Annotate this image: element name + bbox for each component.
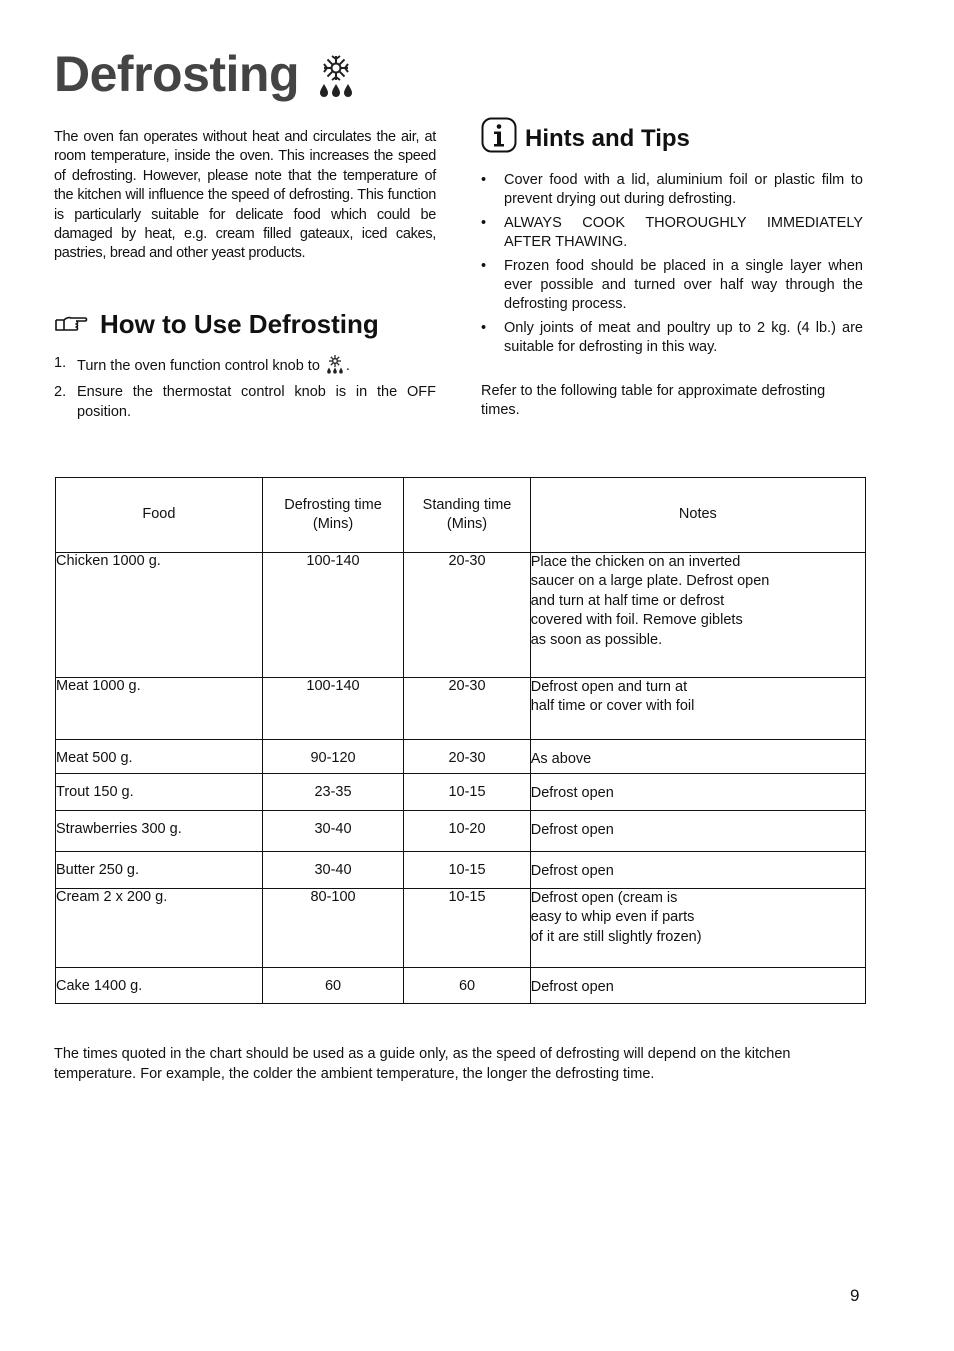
header-defrosting-time <box>262 478 404 553</box>
list-item <box>481 319 863 358</box>
note-line: of it are still slightly frozen) <box>530 928 702 945</box>
note-line: saucer on a large plate. Defrost open <box>530 573 770 590</box>
cell-defrost-time: 30-40 <box>262 811 404 852</box>
cell-food: Strawberries 300 g. <box>56 811 263 852</box>
cell-food: Trout 150 g. <box>56 774 263 811</box>
cell-notes <box>530 553 865 678</box>
cell-defrost-time: 60 <box>262 968 404 1004</box>
cell-food: Cake 1400 g. <box>56 968 263 1004</box>
hint-text: Cover food with a lid, aluminium foil or plastic film to prevent drying out during defrosting. <box>504 172 863 208</box>
cell-food: Butter 250 g. <box>56 852 263 889</box>
intro-paragraph: The oven fan operates without heat and circulates the air, at room temperature, inside the oven. This increases the speed of defrosting. However, please note that the temperature of the kitchen will influence the speed of defrosting. This function is particularly suitable for delicate food which could be damaged by heat, e.g. cream filled gateaux, iced cakes, pastries, bread and other yeast products. <box>54 129 436 262</box>
header-standing-line2: (Mins) <box>446 516 488 532</box>
table-row <box>56 889 866 968</box>
header-defrost-line2: (Mins) <box>312 516 354 532</box>
hints-heading <box>481 117 690 160</box>
list-item <box>54 383 436 422</box>
cell-defrost-time: 100-140 <box>262 678 404 740</box>
table-row <box>56 740 866 774</box>
table-row <box>56 553 866 678</box>
cell-standing-time: 20-30 <box>404 678 530 740</box>
table-row <box>56 852 866 889</box>
note-line: Defrost open <box>530 979 614 995</box>
how-to-heading-text: How to Use Defrosting <box>100 309 379 339</box>
cell-defrost-time: 80-100 <box>262 889 404 968</box>
note-line: Place the chicken on an inverted <box>530 554 741 570</box>
cell-standing-time: 10-15 <box>404 774 530 811</box>
cell-defrost-time: 30-40 <box>262 852 404 889</box>
info-icon <box>481 117 517 160</box>
table-header-row <box>56 478 866 553</box>
cell-defrost-time: 23-35 <box>262 774 404 811</box>
cell-standing-time: 10-15 <box>404 889 530 968</box>
header-food-text: Food <box>142 506 176 523</box>
list-item <box>481 214 863 253</box>
table-row <box>56 678 866 740</box>
cell-notes <box>530 852 865 889</box>
note-line: covered with foil. Remove giblets <box>530 612 743 629</box>
step-text: Ensure the thermostat control knob is in the OFF position. <box>77 384 436 420</box>
hints-list <box>481 171 863 362</box>
step-number: 2. <box>54 384 67 401</box>
page-title-text: Defrosting <box>54 46 299 102</box>
step-text: Turn the oven function control knob to <box>77 358 320 374</box>
refer-paragraph: Refer to the following table for approximate defrosting times. <box>481 383 826 419</box>
cell-notes <box>530 968 865 1004</box>
pointing-hand-icon <box>54 309 90 340</box>
list-item <box>481 257 863 315</box>
table-row <box>56 811 866 852</box>
how-to-steps <box>54 354 436 429</box>
page-title <box>54 44 359 104</box>
defrost-fan-icon <box>313 53 359 99</box>
hint-text: Only joints of meat and poultry up to 2 kg. (4 lb.) are suitable for defrosting in this way. <box>504 319 863 356</box>
bullet: • <box>481 319 487 336</box>
defrosting-table <box>55 477 866 1004</box>
cell-food: Meat 500 g. <box>56 740 263 774</box>
defrost-fan-icon <box>324 354 346 374</box>
cell-food: Chicken 1000 g. <box>56 553 263 678</box>
table-row <box>56 774 866 811</box>
note-line: Defrost open and turn at <box>530 679 688 695</box>
how-to-heading <box>54 309 379 340</box>
step-number: 1. <box>54 355 67 371</box>
cell-standing-time: 10-15 <box>404 852 530 889</box>
note-line: as soon as possible. <box>530 631 663 648</box>
cell-notes <box>530 774 865 811</box>
note-line: Defrost open <box>530 863 614 879</box>
note-line: Defrost open <box>530 785 614 801</box>
bullet: • <box>481 214 487 231</box>
table-row <box>56 968 866 1004</box>
cell-food: Cream 2 x 200 g. <box>56 889 263 968</box>
cell-standing-time: 20-30 <box>404 553 530 678</box>
cell-defrost-time: 100-140 <box>262 553 404 678</box>
header-food <box>56 478 263 553</box>
hint-text: Frozen food should be placed in a single layer when ever possible and turned over half way through the defrosting process. <box>504 257 863 313</box>
header-standing-line1: Standing time <box>422 496 512 513</box>
cell-defrost-time: 90-120 <box>262 740 404 774</box>
bullet: • <box>481 172 487 188</box>
cell-standing-time: 20-30 <box>404 740 530 774</box>
page-number: 9 <box>850 1286 860 1305</box>
cell-standing-time: 10-20 <box>404 811 530 852</box>
hints-heading-text: Hints and Tips <box>525 124 690 152</box>
hint-text: ALWAYS COOK THOROUGHLY IMMEDIATELY AFTER THAWING. <box>504 214 863 251</box>
list-item <box>54 354 436 376</box>
note-line: and turn at half time or defrost <box>530 592 725 609</box>
cell-notes <box>530 678 865 740</box>
cell-food: Meat 1000 g. <box>56 678 263 740</box>
table-body <box>56 553 866 1004</box>
note-line: Defrost open (cream is <box>530 890 678 906</box>
footer-note: The times quoted in the chart should be used as a guide only, as the speed of defrosting will depend on the kitchen temperature. For example, the colder the ambient temperature, the longer the defrosting time. <box>54 1046 791 1082</box>
header-standing-time <box>404 478 530 553</box>
header-defrost-line1: Defrosting time <box>284 496 382 513</box>
header-notes <box>530 478 865 553</box>
bullet: • <box>481 257 487 274</box>
cell-notes <box>530 811 865 852</box>
step-text-end: . <box>345 358 350 374</box>
header-notes-text: Notes <box>678 506 717 523</box>
note-line: easy to whip even if parts <box>530 909 695 926</box>
note-line: half time or cover with foil <box>530 698 695 715</box>
cell-notes <box>530 740 865 774</box>
list-item <box>481 171 863 210</box>
cell-notes <box>530 889 865 968</box>
cell-standing-time: 60 <box>404 968 530 1004</box>
note-line: As above <box>530 751 592 767</box>
note-line: Defrost open <box>530 822 614 838</box>
